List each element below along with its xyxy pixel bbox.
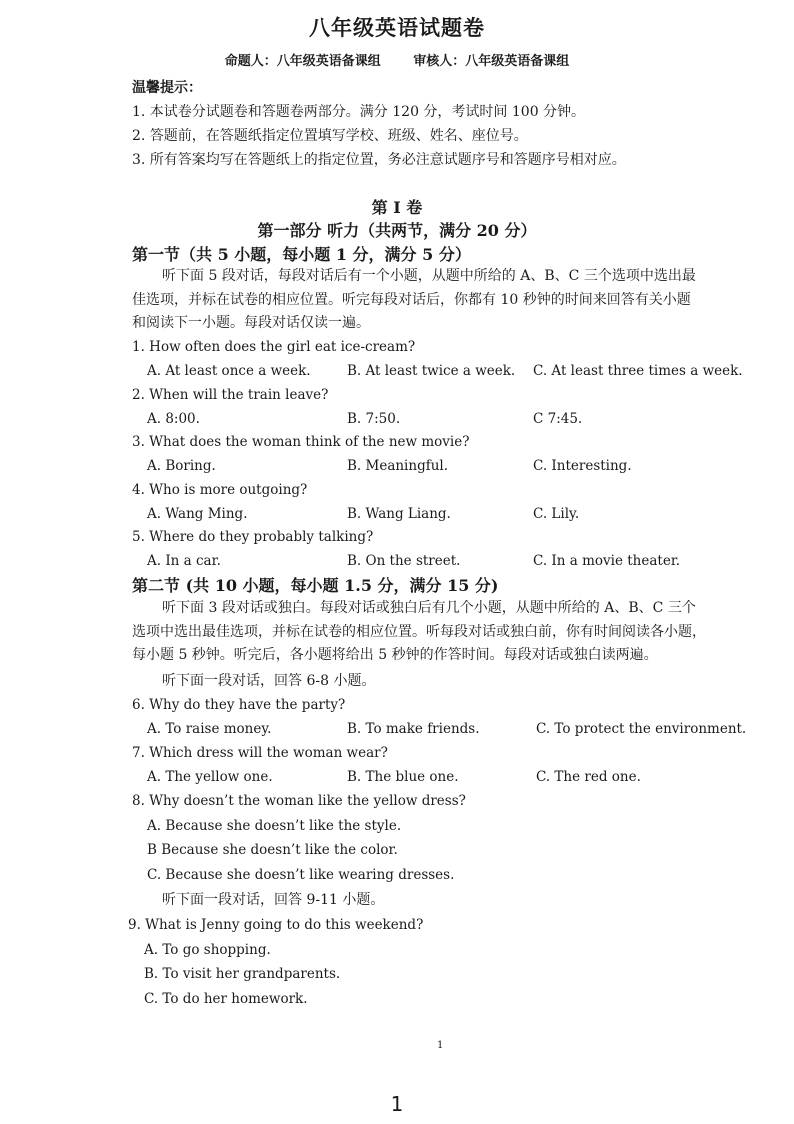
page-number: 1: [390, 1092, 404, 1116]
volume-title: 第 I 卷: [371, 198, 423, 217]
section2-heading: 第二节 (共 10 小题，每小题 1.5 分，满分 15 分): [132, 576, 499, 595]
question-5: 5. Where do they probably talking?: [132, 529, 374, 545]
option-c: C. In a movie theater.: [533, 553, 681, 569]
option-c: C. At least three times a week.: [533, 363, 743, 379]
option-c: C. To protect the environment.: [536, 721, 747, 737]
instruction-line: 听下面 3 段对话或独白。每段对话或独白后有几个小题，从题中所给的 A、B、C 三个: [162, 600, 696, 616]
question-4: 4. Who is more outgoing?: [132, 482, 308, 498]
option-c: C. Lily.: [533, 506, 580, 522]
question-7: 7. Which dress will the woman wear?: [132, 745, 388, 761]
tip-item: 3. 所有答案均写在答题纸上的指定位置，务必注意试题序号和答题序号相对应。: [132, 152, 626, 168]
question-6: 6. Why do they have the party?: [132, 697, 346, 713]
option-b: B. To make friends.: [347, 721, 480, 737]
option-c: C. Interesting.: [533, 458, 632, 474]
authors-line: [0, 50, 794, 69]
reviewer: 审核人：八年级英语备课组: [413, 54, 570, 69]
option-b: B. Meaningful.: [347, 458, 449, 474]
option-a: A. The yellow one.: [147, 769, 273, 785]
option-a: A. Boring.: [147, 458, 216, 474]
option-b: B Because she doesn’t like the color.: [147, 842, 398, 858]
option-b: B. Wang Liang.: [347, 506, 451, 522]
section1-heading: 第一节（共 5 小题，每小题 1 分，满分 5 分）: [132, 245, 471, 264]
printed-page-mark: 1: [437, 1040, 444, 1051]
option-b: B. At least twice a week.: [347, 363, 516, 379]
instruction-line: 佳选项，并标在试卷的相应位置。听完每段对话后，你都有 10 秒钟的时间来回答有关小题: [132, 291, 691, 308]
dialogue-note: 听下面一段对话，回答 6-8 小题。: [162, 673, 376, 689]
part-title: 第一部分 听力（共两节，满分 20 分）: [257, 221, 537, 240]
option-a: A. To go shopping.: [144, 942, 271, 958]
option-c: C. The red one.: [536, 769, 641, 785]
tips-heading: 温馨提示：: [132, 80, 202, 96]
tips-list: [132, 100, 772, 172]
option-a: A. Wang Ming.: [147, 506, 248, 522]
instruction-line: 和阅读下一小题。每段对话仅读一遍。: [132, 315, 370, 331]
option-a: A. 8:00.: [147, 411, 200, 427]
option-a: A. To raise money.: [147, 721, 272, 737]
option-c: C. Because she doesn’t like wearing dresses.: [147, 867, 455, 883]
tip-item: 1. 本试卷分试题卷和答题卷两部分。满分 120 分，考试时间 100 分钟。: [132, 104, 586, 120]
section1-instructions: [132, 265, 764, 336]
exam-title: 八年级英语试题卷: [309, 15, 485, 40]
option-b: B. 7:50.: [347, 411, 401, 427]
option-b: B. The blue one.: [347, 769, 459, 785]
question-2: 2. When will the train leave?: [132, 387, 329, 403]
option-c: C 7:45.: [533, 411, 583, 427]
setter: 命题人：八年级英语备课组: [224, 54, 381, 69]
question-8: 8. Why doesn’t the woman like the yellow dress?: [132, 793, 466, 809]
section2-instructions: [132, 597, 764, 668]
question-3: 3. What does the woman think of the new movie?: [132, 434, 470, 450]
option-b: B. On the street.: [347, 553, 461, 569]
instruction-line: 听下面 5 段对话，每段对话后有一个小题，从题中所给的 A、B、C 三个选项中选出最: [162, 268, 696, 284]
option-a: A. In a car.: [147, 553, 221, 569]
instruction-line: 选项中选出最佳选项，并标在试卷的相应位置。听每段对话或独白前，你有时间阅读各小题，: [132, 623, 706, 640]
question-9: 9. What is Jenny going to do this weekend?: [128, 917, 424, 933]
tip-item: 2. 答题前，在答题纸指定位置填写学校、班级、姓名、座位号。: [132, 128, 528, 144]
option-c: C. To do her homework.: [144, 991, 308, 1007]
instruction-line: 每小题 5 秒钟。听完后，各小题将给出 5 秒钟的作答时间。每段对话或独白读两遍。: [132, 647, 658, 663]
question-1: 1. How often does the girl eat ice-cream?: [132, 339, 416, 355]
dialogue-note: 听下面一段对话，回答 9-11 小题。: [162, 892, 385, 908]
option-b: B. To visit her grandparents.: [144, 966, 341, 982]
option-a: A. Because she doesn’t like the style.: [147, 818, 402, 834]
option-a: A. At least once a week.: [147, 363, 311, 379]
